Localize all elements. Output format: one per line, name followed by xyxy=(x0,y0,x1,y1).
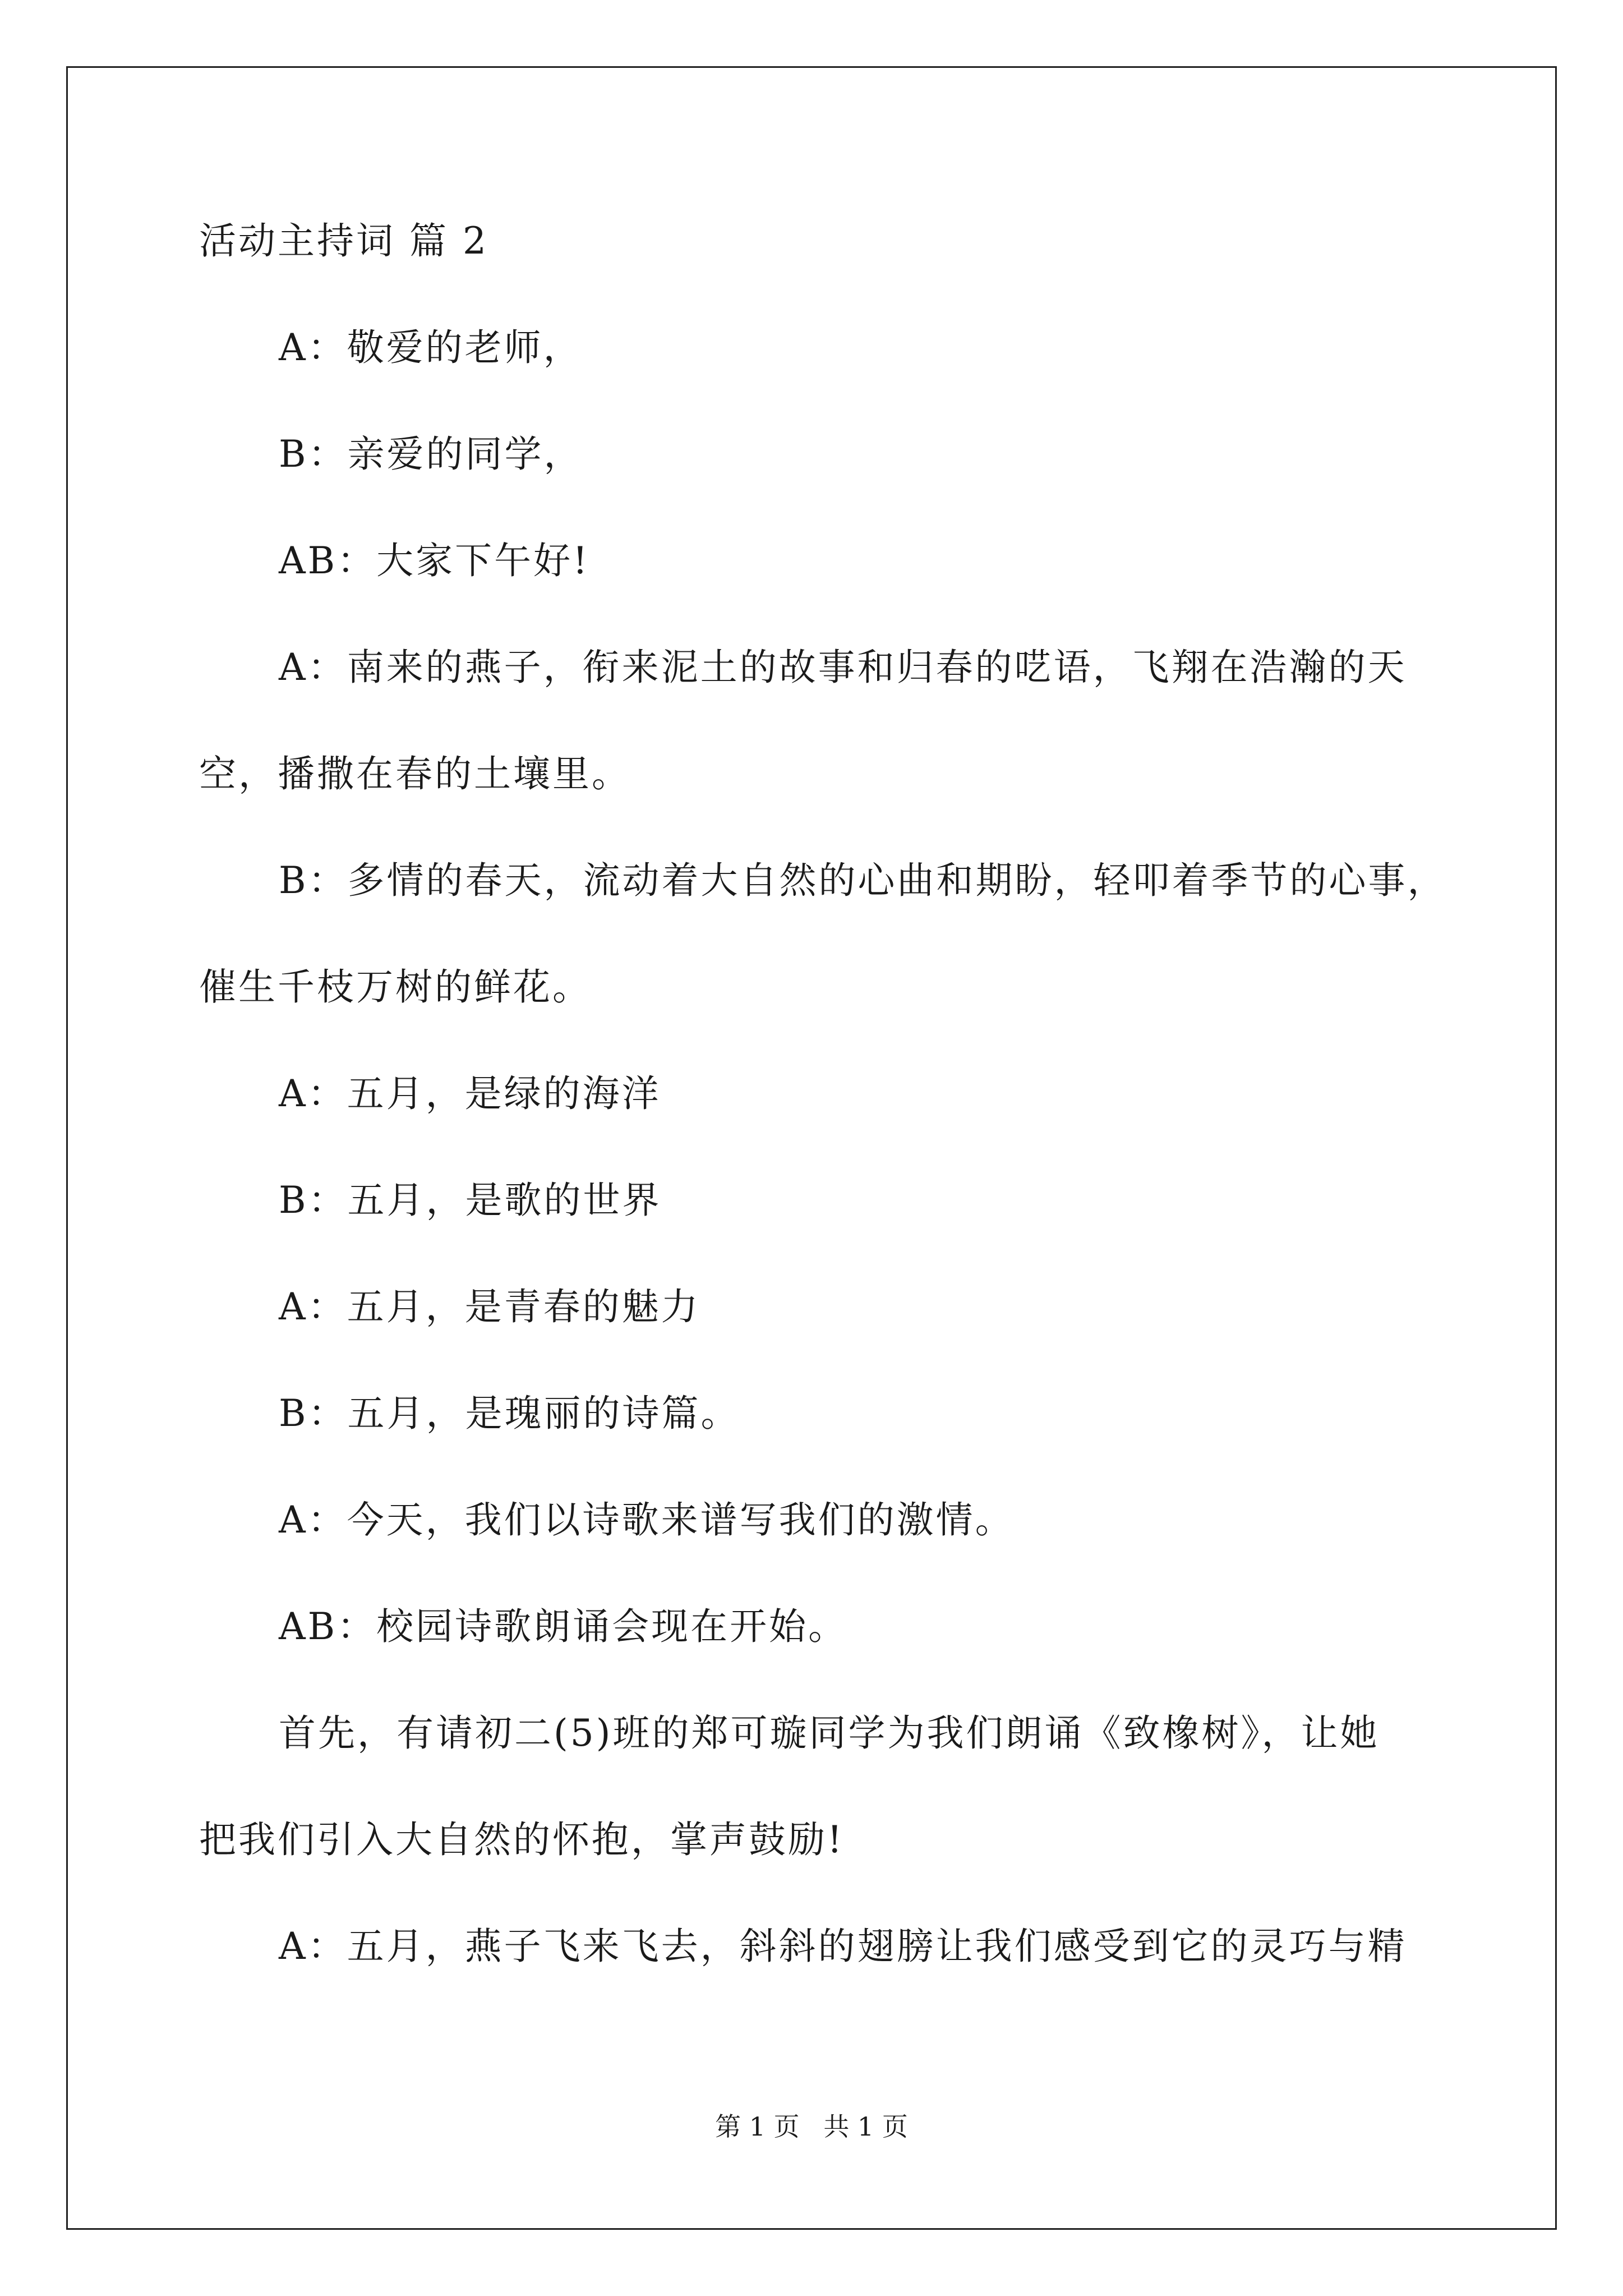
text-line: B：亲爱的同学， xyxy=(279,432,583,476)
text-line: A：五月，是绿的海洋 xyxy=(279,1072,661,1115)
text-line: A：五月，燕子飞来飞去，斜斜的翅膀让我们感受到它的灵巧与精 xyxy=(279,1925,1407,1968)
page-footer xyxy=(0,2111,1623,2142)
text-line: 催生千枝万树的鲜花。 xyxy=(199,965,592,1009)
text-line: B：五月，是歌的世界 xyxy=(279,1179,662,1222)
text-line: 空，播撒在春的土壤里。 xyxy=(199,752,631,795)
text-line: A：敬爱的老师， xyxy=(279,326,583,369)
page-border xyxy=(66,66,1557,2230)
page-number: 第 1 页 xyxy=(715,2111,800,2142)
text-line: AB：大家下午好! xyxy=(279,539,590,582)
text-line: A：五月，是青春的魅力 xyxy=(279,1285,700,1328)
page-total: 共 1 页 xyxy=(823,2111,908,2142)
text-line: B：五月，是瑰丽的诗篇。 xyxy=(279,1392,740,1435)
text-line: AB：校园诗歌朗诵会现在开始。 xyxy=(279,1605,848,1648)
text-line: B：多情的春天，流动着大自然的心曲和期盼，轻叩着季节的心事， xyxy=(279,859,1447,902)
text-line: 把我们引入大自然的怀抱，掌声鼓励! xyxy=(199,1818,845,1861)
text-line: A：今天，我们以诗歌来谱写我们的激情。 xyxy=(279,1498,1015,1542)
text-line: 首先，有请初二(5)班的郑可璇同学为我们朗诵《致橡树》，让她 xyxy=(279,1711,1380,1755)
document-heading: 活动主持词 篇 2 xyxy=(199,219,488,263)
text-line: A：南来的燕子，衔来泥土的故事和归春的呓语，飞翔在浩瀚的天 xyxy=(279,646,1407,689)
